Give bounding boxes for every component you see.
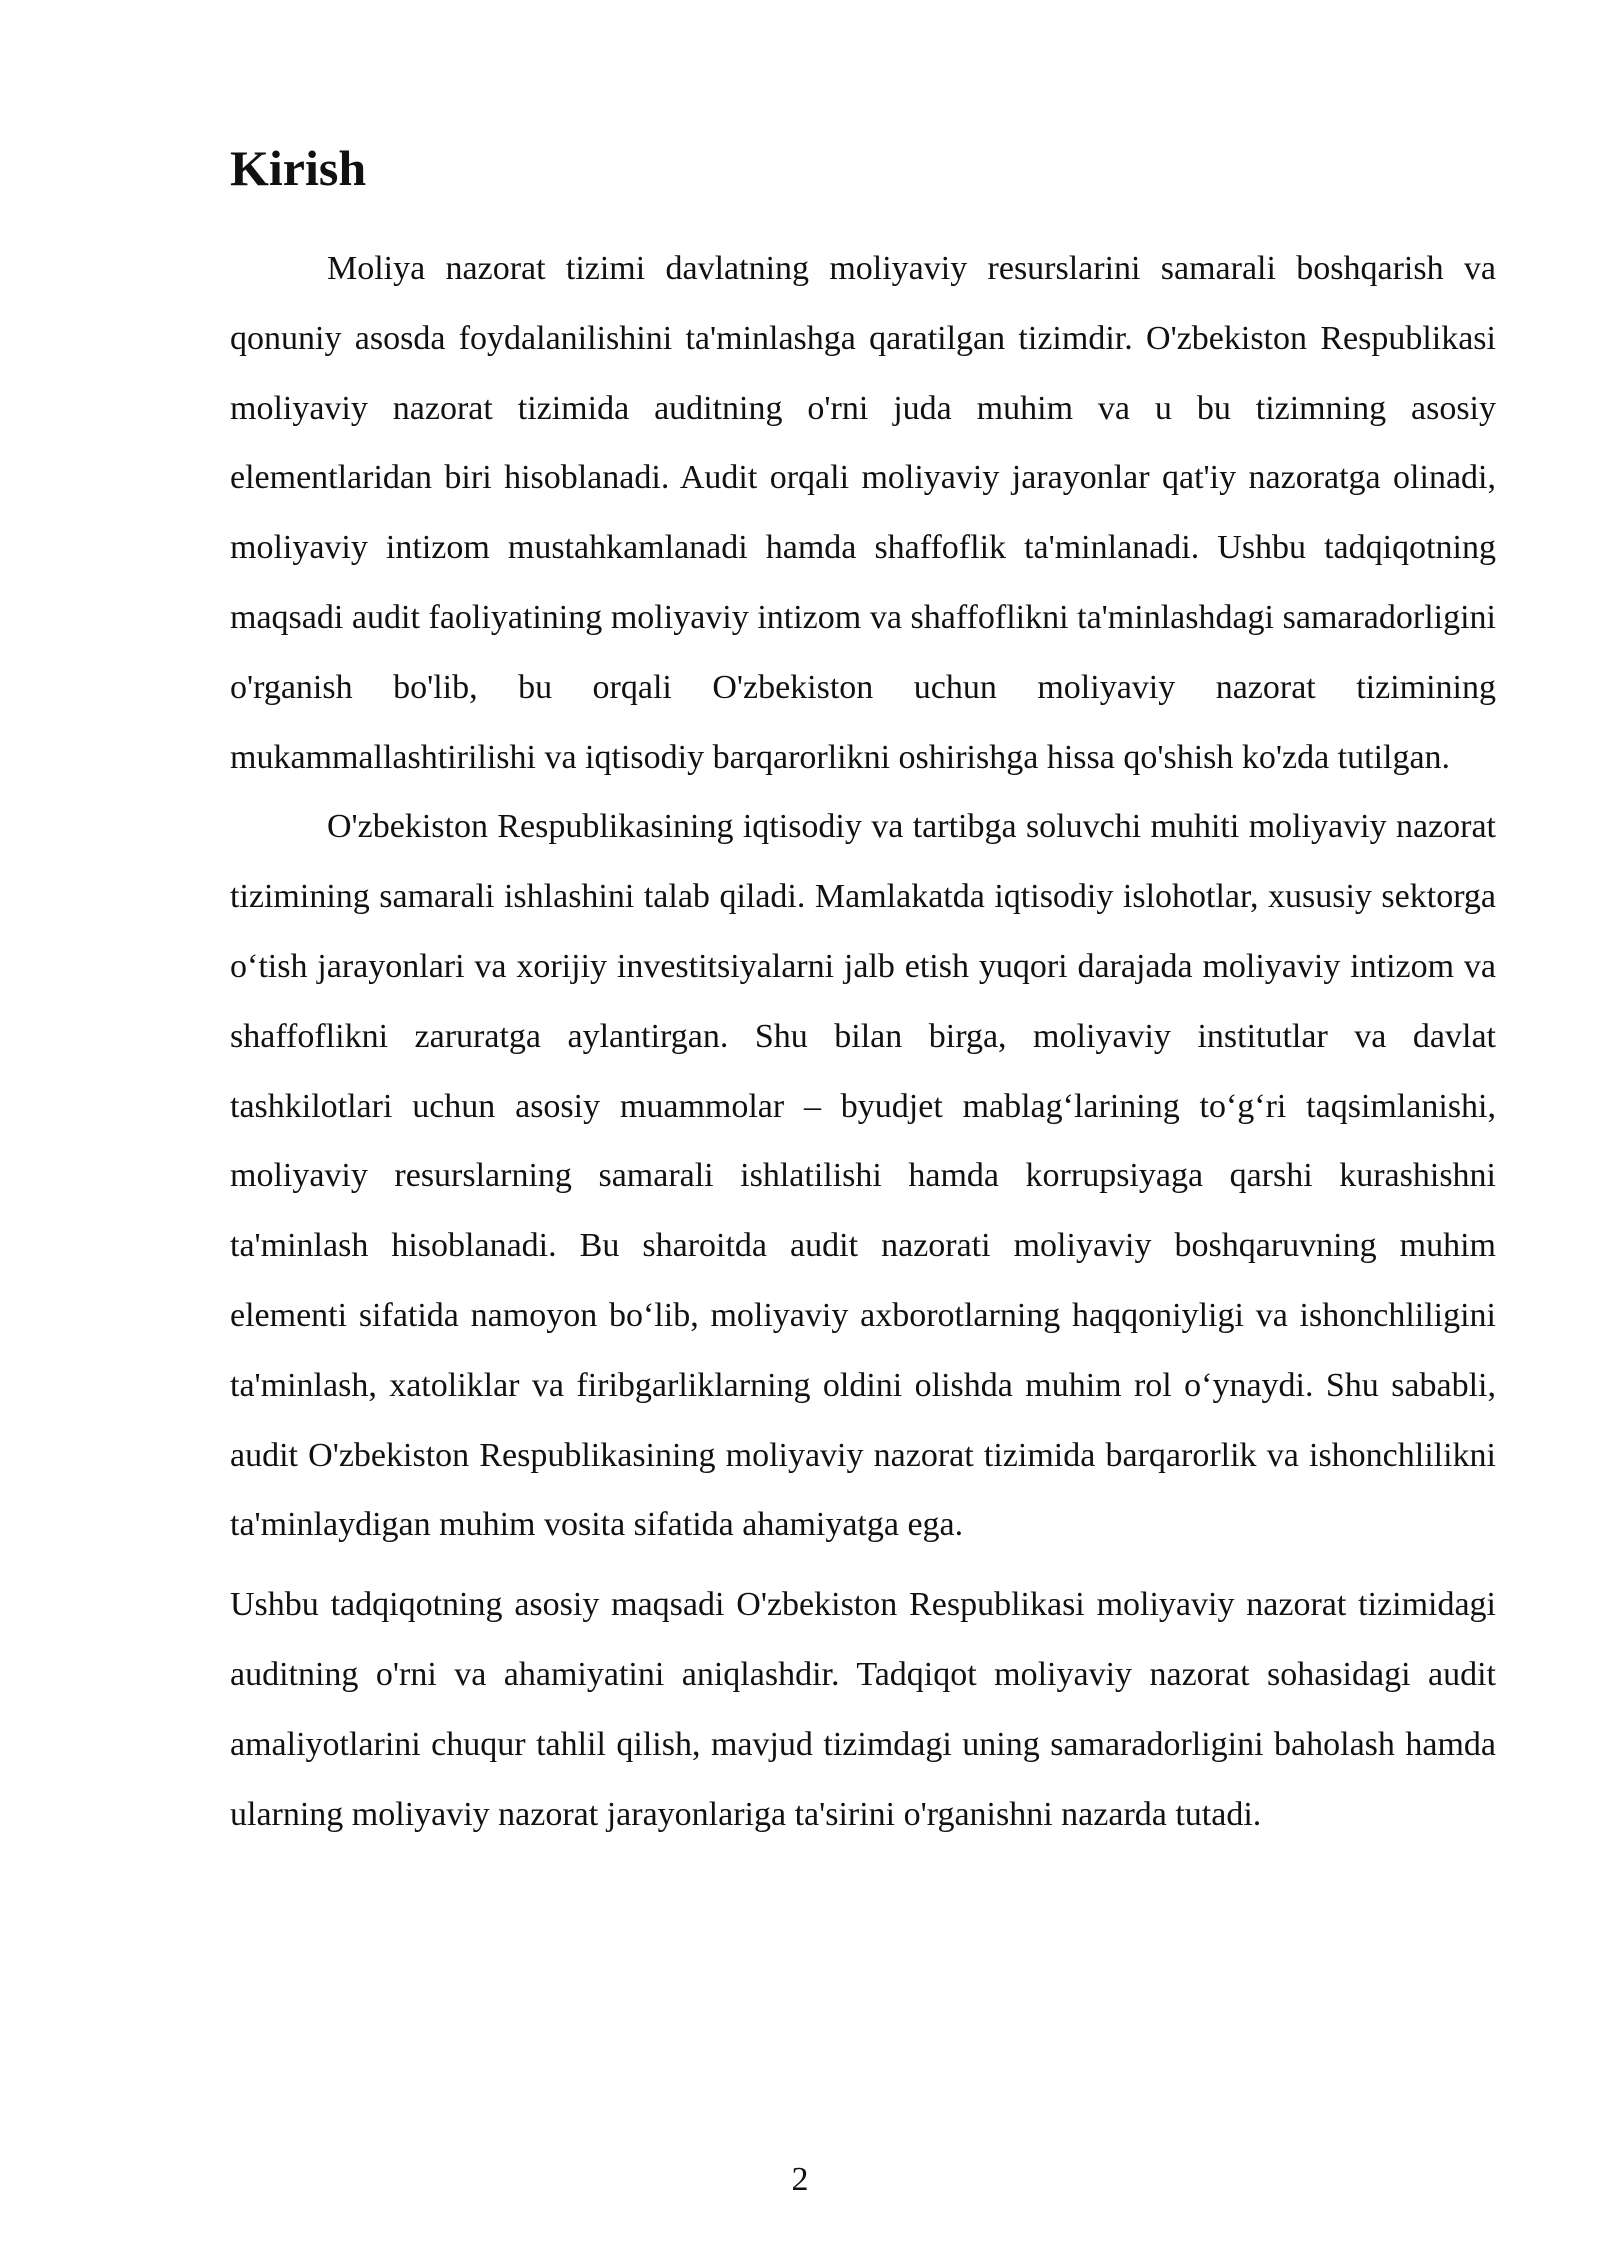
section-heading: Kirish [230, 140, 367, 196]
body-text [230, 234, 1496, 1849]
paragraph-1: Moliya nazorat tizimi davlatning moliyaviy resurslarini samarali boshqarish va qonuniy asosda foydalanilishini ta'minlashga qaratilgan tizimdir. O'zbekiston Respublikasi moliyaviy nazorat tizimida auditning o'rni juda muhim va u bu tizimning asosiy elementlaridan biri hisoblanadi. Audit orqali moliyaviy jarayonlar qat'iy nazoratga olinadi, moliyaviy intizom mustahkamlanadi hamda shaffoflik ta'minlanadi. Ushbu tadqiqotning maqsadi audit faoliyatining moliyaviy intizom va shaffoflikni ta'minlashdagi samaradorligini o'rganish bo'lib, bu orqali O'zbekiston uchun moliyaviy nazorat tizimining mukammallashtirilishi va iqtisodiy barqarorlikni oshirishga hissa qo'shish ko'zda tutilgan. [230, 250, 1496, 776]
paragraph-2: O'zbekiston Respublikasining iqtisodiy va tartibga soluvchi muhiti moliyaviy nazorat tizimining samarali ishlashini talab qiladi. Mamlakatda iqtisodiy islohotlar, xususiy sektorga o‘tish jarayonlari va xorijiy investitsiyalarni jalb etish yuqori darajada moliyaviy intizom va shaffoflikni zaruratga aylantirgan. Shu bilan birga, moliyaviy institutlar va davlat tashkilotlari uchun asosiy muammolar – byudjet mablag‘larining to‘g‘ri taqsimlanishi, moliyaviy resurslarning samarali ishlatilishi hamda korrupsiyaga qarshi kurashishni ta'minlash hisoblanadi. Bu sharoitda audit nazorati moliyaviy boshqaruvning muhim elementi sifatida namoyon bo‘lib, moliyaviy axborotlarning haqqoniyligi va ishonchliligini ta'minlash, xatoliklar va firibgarliklarning oldini olishda muhim rol o‘ynaydi. Shu sababli, audit O'zbekiston Respublikasining moliyaviy nazorat tizimida barqarorlik va ishonchlilikni ta'minlaydigan muhim vosita sifatida ahamiyatga ega. [230, 808, 1496, 1544]
page-number: 2 [791, 2161, 809, 2198]
paragraph-3: Ushbu tadqiqotning asosiy maqsadi O'zbekiston Respublikasi moliyaviy nazorat tizimidagi auditning o'rni va ahamiyatini aniqlashdir. Tadqiqot moliyaviy nazorat sohasidagi audit amaliyotlarini chuqur tahlil qilish, mavjud tizimdagi uning samaradorligini baholash hamda ularning moliyaviy nazorat jarayonlariga ta'sirini o'rganishni nazarda tutadi. [230, 1586, 1496, 1833]
